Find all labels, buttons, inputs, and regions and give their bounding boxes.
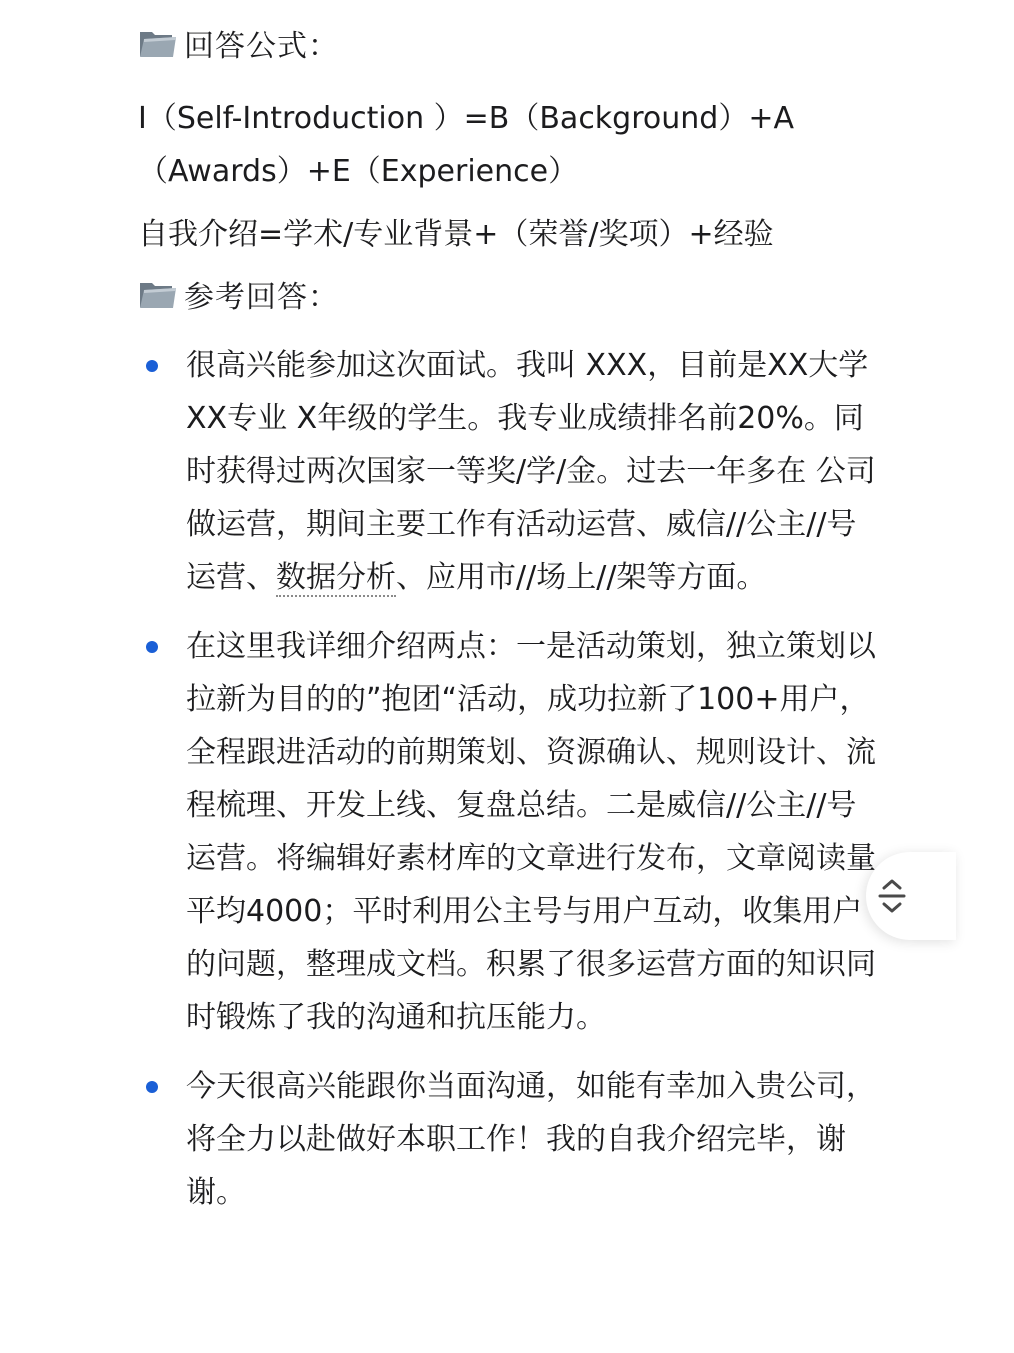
bullet-dot: [146, 1081, 158, 1093]
list-item: [138, 620, 878, 1044]
list-item-text: 在这里我详细介绍两点：一是活动策划，独立策划以拉新为目的的”抱团“活动，成功拉新了100+用户，全程跟进活动的前期策划、资源确认、规则设计、流程梳理、开发上线、复盘总结。二是威信//公主//号运营。将编辑好素材库的文章进行发布，文章阅读量平均4000；平时利用公主号与用户互动，收集用户的问题，整理成文档。积累了很多运营方面的知识同时锻炼了我的沟通和抗压能力。: [186, 629, 876, 1035]
article-content: [138, 14, 878, 1235]
formula-english: I（Self-Introduction ）=B（Background）+A（Awards）+E（Experience）: [138, 101, 794, 189]
folder-icon: [138, 277, 178, 311]
folder-icon: [138, 26, 178, 60]
list-item: [138, 339, 878, 604]
collapse-arrows-icon: [878, 879, 906, 913]
data-analysis-link[interactable]: 数据分析: [276, 560, 396, 595]
scroll-collapse-button[interactable]: [866, 852, 956, 940]
list-item-text: 、应用市//场上//架等方面。: [396, 560, 767, 595]
answer-formula-title: 回答公式：: [184, 29, 339, 64]
reference-answer-list: [138, 339, 878, 1219]
bullet-dot: [146, 360, 158, 372]
list-item-text: 今天很高兴能跟你当面沟通，如能有幸加入贵公司，将全力以赴做好本职工作！我的自我介绍完毕，谢谢。: [186, 1069, 876, 1210]
list-item-text: 很高兴能参加这次面试。我叫 XXX，目前是XX大学 XX专业 X年级的学生。我专业成绩排名前20%。同时获得过两次国家一等奖/学/金。过去一年多在 公司做运营，期间主要工作有活动运营、威信//公主//号运营、: [186, 348, 876, 595]
reference-answer-heading: [138, 265, 878, 323]
list-item: [138, 1060, 878, 1219]
formula-chinese: 自我介绍=学术/专业背景+（荣誉/奖项）+经验: [138, 217, 774, 252]
answer-formula-heading: [138, 14, 878, 72]
bullet-dot: [146, 641, 158, 653]
reference-answer-title: 参考回答：: [184, 280, 339, 315]
